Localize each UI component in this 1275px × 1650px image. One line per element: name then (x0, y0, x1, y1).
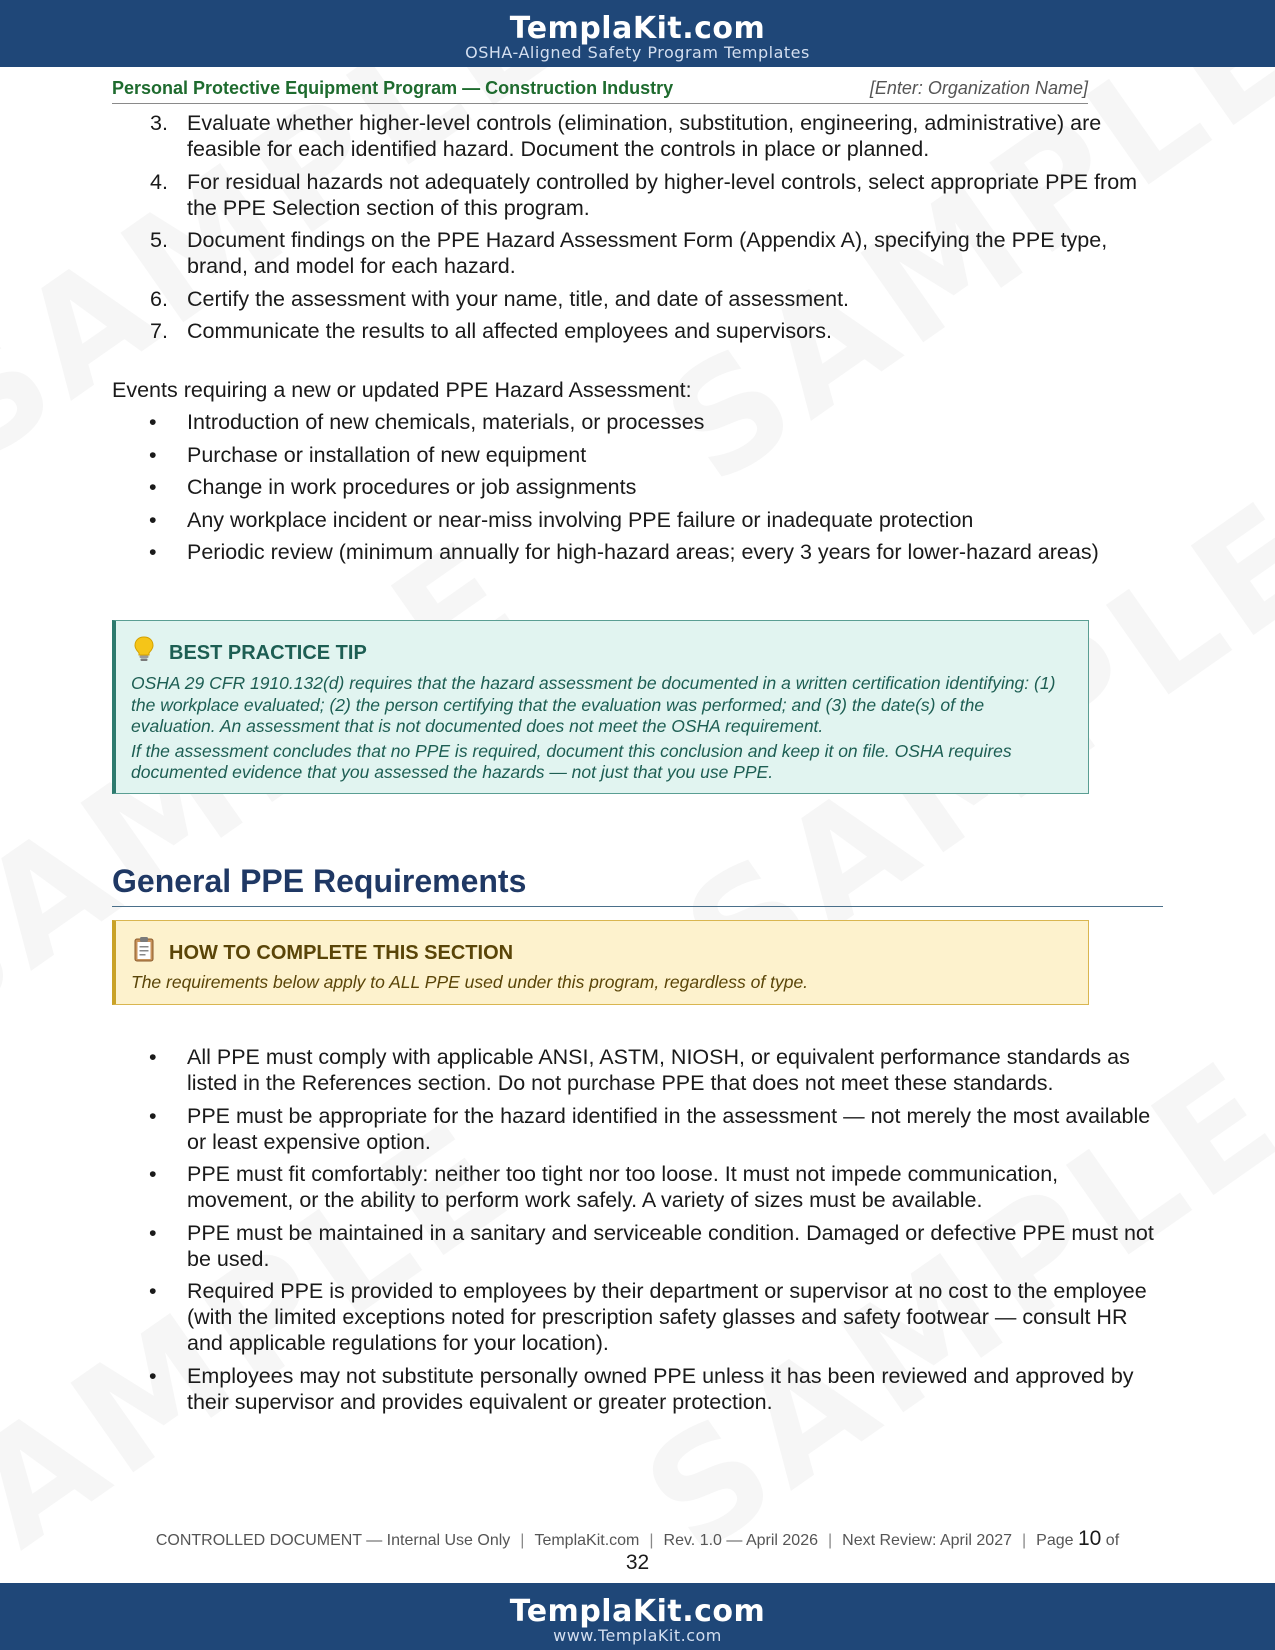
footer-site: TemplaKit.com (534, 1532, 640, 1549)
page-number: 10 (1077, 1527, 1102, 1550)
event-text: Any workplace incident or near-miss involving PPE failure or inadequate protection (187, 507, 974, 532)
step-number: 5. (150, 228, 168, 252)
bullet: • (149, 1363, 157, 1388)
brand-title: TemplaKit.com (509, 11, 766, 46)
list-item (112, 409, 1164, 435)
top-banner (0, 0, 1275, 67)
requirement-text: PPE must be appropriate for the hazard identified in the assessment — not merely the most available or least expensive option. (187, 1103, 1151, 1154)
howto-text: The requirements below apply to ALL PPE used under this program, regardless of type. (131, 972, 809, 992)
bullet: • (149, 475, 157, 499)
revision: Rev. 1.0 — April 2026 (663, 1532, 818, 1549)
brand-tagline: OSHA-Aligned Safety Program Templates (465, 43, 810, 62)
of-label: of (1105, 1532, 1120, 1549)
list-item (112, 169, 1164, 221)
requirements-list (112, 1044, 1164, 1415)
brand-title: TemplaKit.com (509, 1594, 766, 1629)
step-text: For residual hazards not adequately controlled by higher-level controls, select appropriate PPE from the PPE Selection section of this program. (187, 169, 1138, 220)
bullet: • (149, 410, 157, 434)
events-intro: Events requiring a new or updated PPE Hazard Assessment: (112, 378, 692, 402)
list-item (112, 1161, 1164, 1213)
document-footer (0, 1527, 1275, 1553)
bullet: • (149, 1045, 157, 1069)
tip-paragraph: If the assessment concludes that no PPE is required, document this conclusion and keep it on file. OSHA requires documented evidence that you assessed the hazards — not just that you use PPE. (131, 740, 1012, 782)
list-item (112, 1363, 1164, 1415)
list-item (112, 1278, 1164, 1356)
footer-separator: | (827, 1532, 833, 1549)
event-text: Periodic review (minimum annually for high-hazard areas; every 3 years for lower-hazard areas) (187, 540, 1099, 564)
list-item (112, 318, 1164, 344)
list-item (112, 286, 1164, 312)
bullet: • (149, 1162, 157, 1186)
event-text: Change in work procedures or job assignments (187, 475, 637, 499)
list-item (112, 227, 1164, 279)
how-to-complete-box (112, 920, 1089, 1005)
list-item (112, 1044, 1164, 1096)
step-number: 6. (150, 286, 168, 311)
footer-separator: | (1022, 1532, 1027, 1549)
footer-separator: | (649, 1532, 654, 1549)
list-item (112, 1220, 1164, 1272)
list-item (112, 507, 1164, 533)
lightbulb-icon (131, 636, 157, 669)
list-item (112, 1103, 1164, 1155)
step-number: 4. (150, 169, 168, 194)
controlled-notice: CONTROLLED DOCUMENT — Internal Use Only (155, 1532, 511, 1549)
running-header (112, 77, 1088, 104)
footer-separator: | (520, 1532, 525, 1549)
step-text: Certify the assessment with your name, title, and date of assessment. (187, 286, 850, 311)
bullet: • (149, 507, 157, 532)
tip-title-row (131, 636, 1072, 669)
howto-title: HOW TO COMPLETE THIS SECTION (169, 941, 514, 964)
assessment-steps-list (112, 110, 1164, 344)
organization-placeholder: [Enter: Organization Name] (869, 78, 1088, 98)
bullet: • (149, 1220, 157, 1245)
tip-title: BEST PRACTICE TIP (169, 641, 367, 664)
next-review: Next Review: April 2027 (842, 1532, 1012, 1549)
clipboard-icon (131, 936, 157, 969)
step-number: 7. (150, 319, 168, 343)
main-content (112, 110, 1164, 572)
bullet: • (149, 540, 157, 564)
list-item (112, 474, 1164, 500)
bullet: • (149, 1279, 157, 1303)
requirement-text: PPE must be maintained in a sanitary and serviceable condition. Damaged or defective PPE must not be used. (187, 1220, 1154, 1271)
section-heading: General PPE Requirements (112, 858, 1163, 907)
brand-url: www.TemplaKit.com (553, 1626, 722, 1645)
tip-paragraph: OSHA 29 CFR 1910.132(d) requires that the hazard assessment be documented in a written certification identifying: (1) the workplace evaluated; (2) the person certifying that the evaluation was performed; and (3) the date(s) of the evaluation. An assessment that is not documented does not meet the OSHA requirement. (131, 673, 1056, 736)
requirement-text: Required PPE is provided to employees by their department or supervisor at no cost to the employee (with the limited exceptions noted for prescription safety glasses and safety footwear — consult HR and applicable regulations for your location). (187, 1279, 1147, 1355)
requirement-text: PPE must fit comfortably: neither too tight nor too loose. It must not impede communication, movement, or the ability to perform work safely. A variety of sizes must be available. (187, 1162, 1059, 1212)
best-practice-tip (112, 620, 1089, 794)
step-text: Evaluate whether higher-level controls (elimination, substitution, engineering, administrative) are feasible for each identified hazard. Document the controls in place or planned. (187, 111, 1102, 161)
total-pages: 32 (625, 1551, 650, 1574)
page-label: Page (1036, 1532, 1074, 1549)
step-text: Communicate the results to all affected employees and supervisors. (187, 319, 832, 343)
program-title: Personal Protective Equipment Program — Construction Industry (112, 78, 674, 98)
list-item (112, 442, 1164, 468)
step-text: Document findings on the PPE Hazard Assessment Form (Appendix A), specifying the PPE type, brand, and model for each hazard. (187, 228, 1108, 278)
list-item (112, 110, 1164, 162)
bullet: • (149, 1103, 157, 1128)
list-item (112, 539, 1164, 565)
requirement-text: All PPE must comply with applicable ANSI, ASTM, NIOSH, or equivalent performance standards as listed in the References section. Do not purchase PPE that does not meet these standards. (187, 1045, 1130, 1095)
requirements-content (112, 1044, 1164, 1421)
requirement-text: Employees may not substitute personally owned PPE unless it has been reviewed and approved by their supervisor and provides equivalent or greater protection. (187, 1363, 1134, 1414)
step-number: 3. (150, 111, 168, 135)
bullet: • (149, 442, 157, 467)
event-text: Introduction of new chemicals, materials, or processes (187, 410, 705, 434)
bottom-banner (0, 1583, 1275, 1650)
howto-title-row (131, 936, 1072, 969)
event-text: Purchase or installation of new equipment (187, 442, 587, 467)
events-list (112, 409, 1164, 565)
